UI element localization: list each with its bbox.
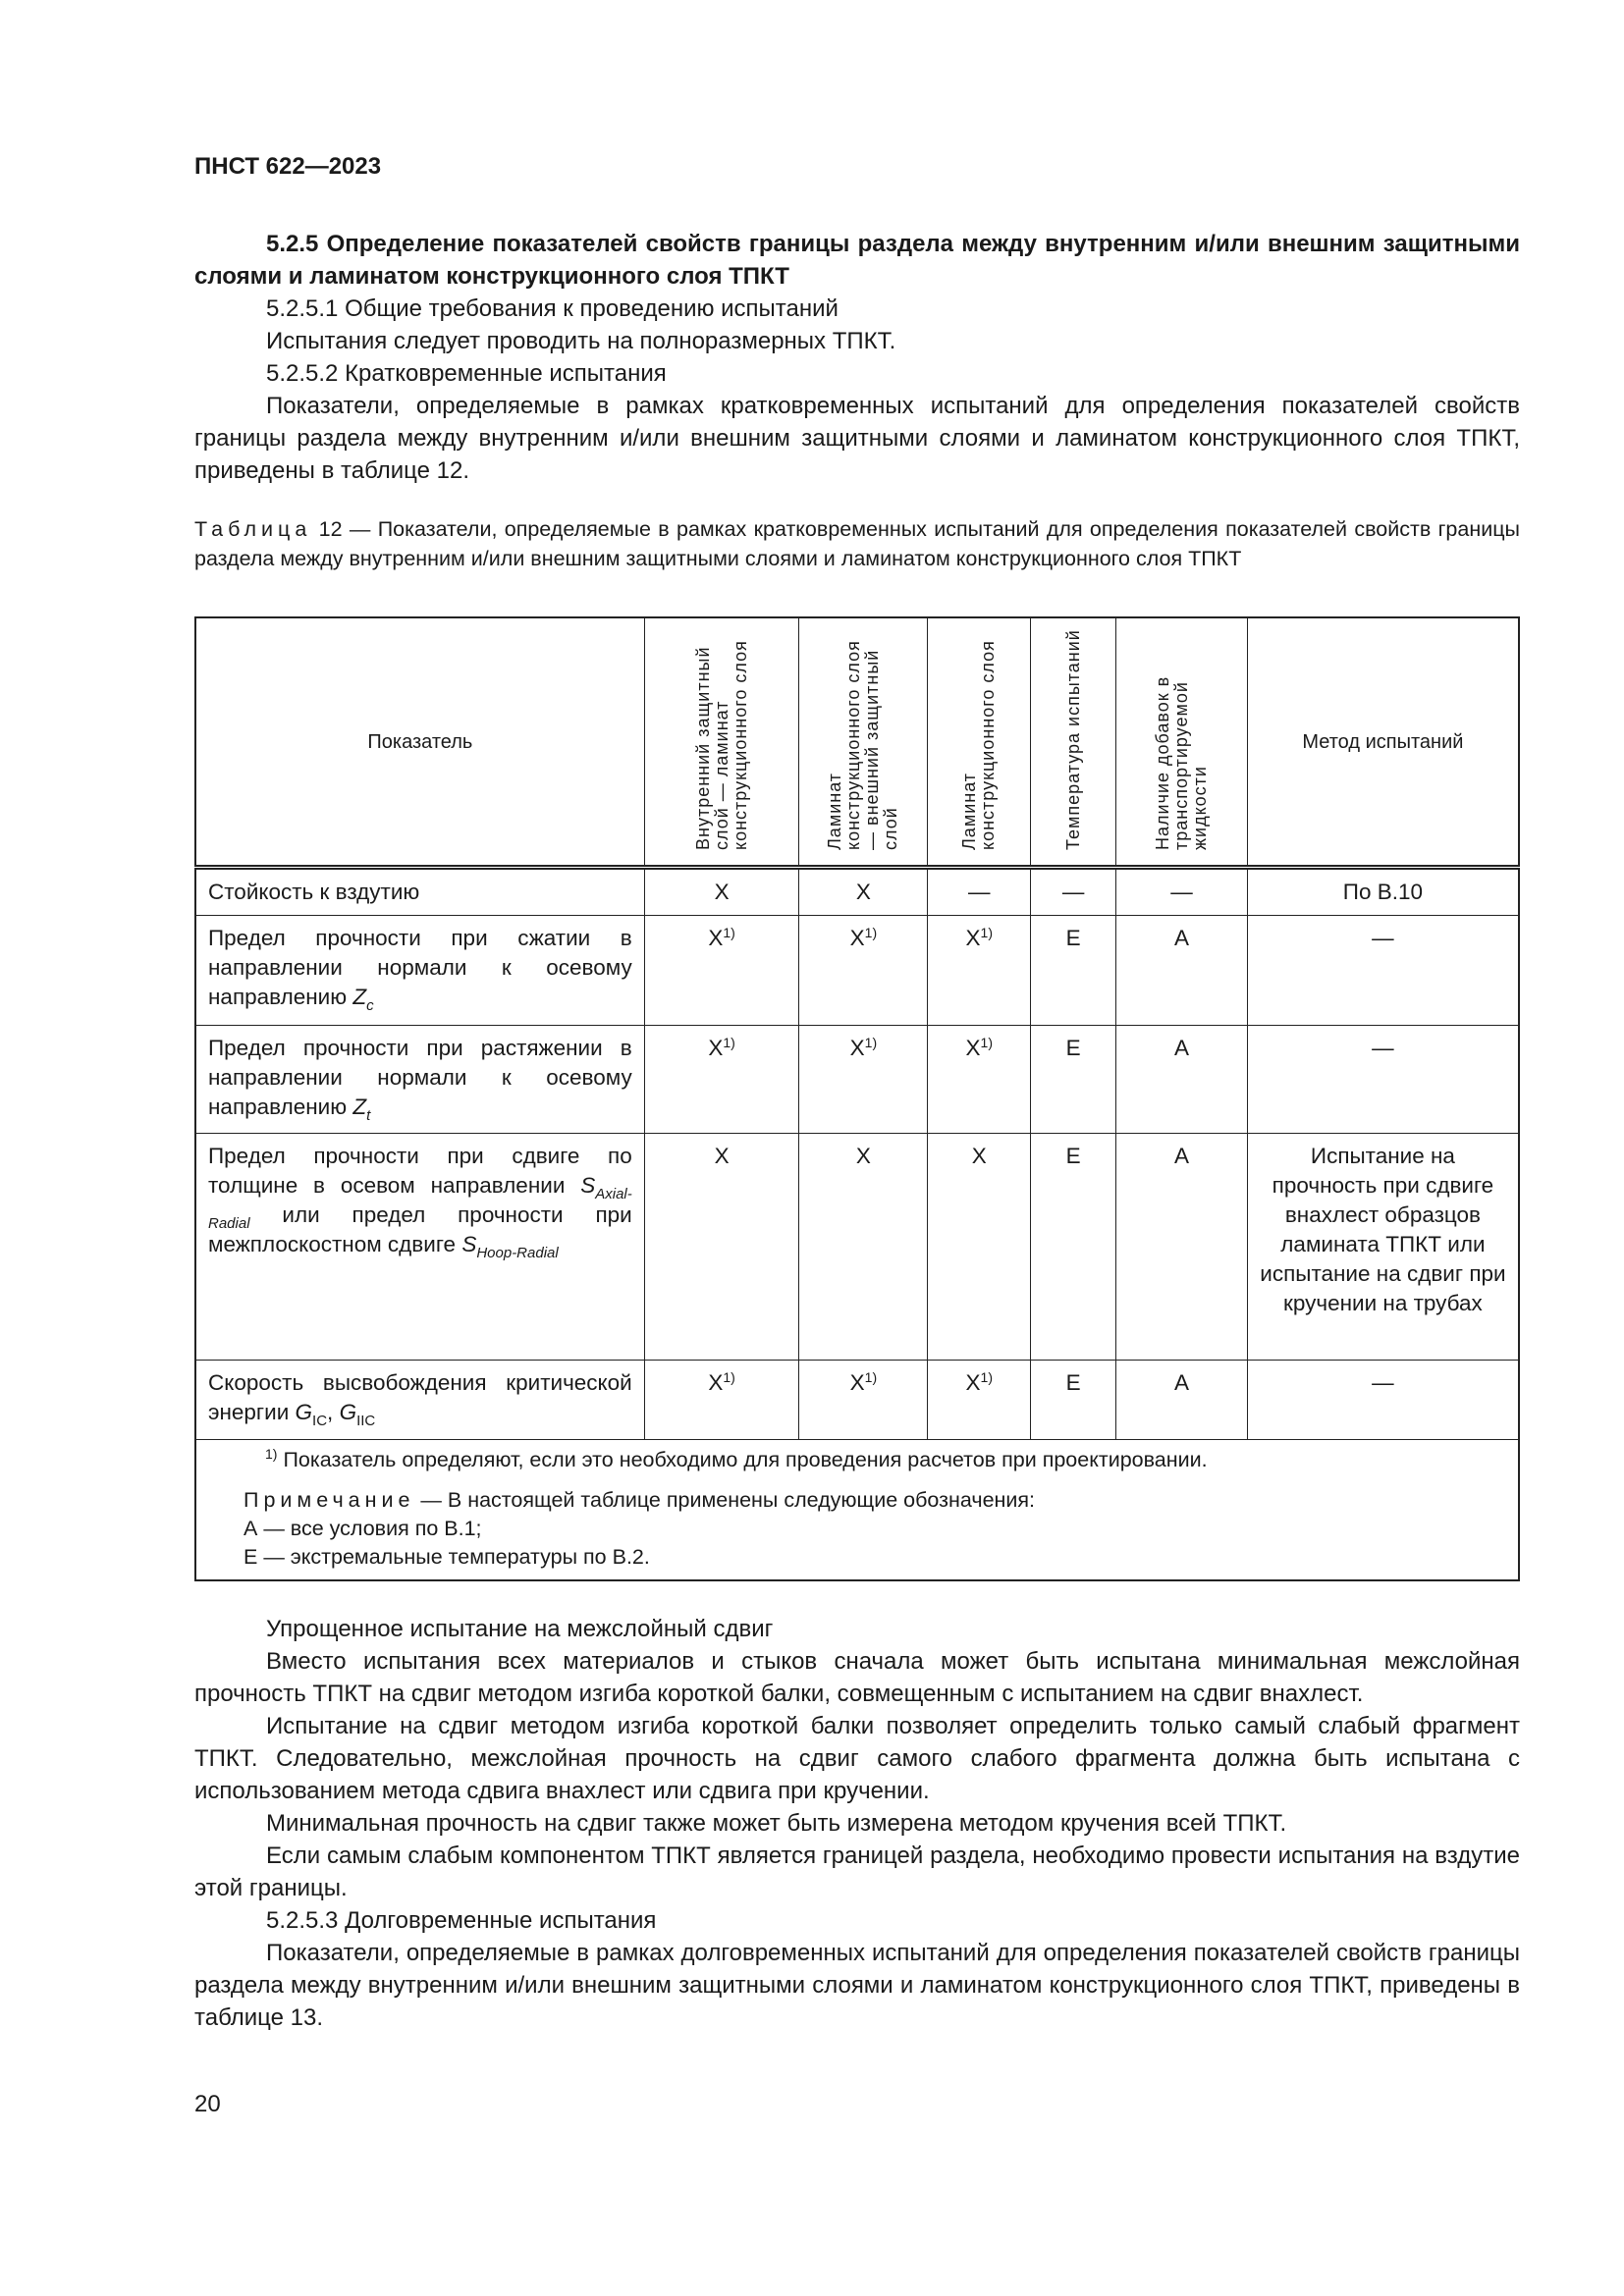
symbol-subscript: IC (312, 1413, 328, 1429)
note-item-e: Е — экстремальные температуры по В.2. (244, 1545, 650, 1569)
label-text: Предел прочности при сдвиге по толщине в осевом направлении (208, 1144, 632, 1198)
cell: A (1116, 916, 1248, 1026)
paragraph: Если самым слабым компонентом ТПКТ является границей раздела, необходимо провести испытания на вздутие этой границы. (194, 1842, 1520, 1901)
intro-section (194, 228, 1520, 487)
caption-text: 12 — Показатели, определяемые в рамках кратковременных испытаний для определения показателей свойств границы раздела между внутренним и/или внешним защитными слоями и ламинатом конструкционного слоя ТПКТ (194, 517, 1520, 570)
symbol: S (580, 1173, 596, 1198)
table-note: Примечание — В настоящей таблице применены следующие обозначения: (244, 1488, 1036, 1512)
header-outer-layer: Ламинат конструкционного слоя — внешний защитный слой (825, 640, 901, 850)
cell: A (1116, 1026, 1248, 1134)
paragraph: Вместо испытания всех материалов и стыков сначала может быть испытана минимальная межслойная прочность ТПКТ на сдвиг методом изгиба короткой балки, совмещенным с испытанием на сдвиг внахлест. (194, 1648, 1520, 1707)
cell: $X^{1)}$ (644, 1026, 799, 1134)
symbol: Z (352, 985, 367, 1009)
table-row (195, 1026, 1519, 1134)
separator: , (327, 1400, 340, 1424)
cell: E (1031, 916, 1116, 1026)
symbol-subscript: t (366, 1107, 371, 1124)
header-laminate: Ламинат конструкционного слоя (959, 640, 999, 850)
page-number: 20 (194, 2091, 221, 2117)
symbol: Z (352, 1095, 367, 1119)
paragraph: Испытание на сдвиг методом изгиба короткой балки позволяет определить только самый слабый фрагмент ТПКТ. Следовательно, межслойная прочность на сдвиг самого слабого фрагмента должна быть испытана с использованием метода сдвига внахлест или сдвига при кручении. (194, 1713, 1520, 1804)
symbol-subscript: c (366, 997, 374, 1014)
cell: $X^{1)}$ (928, 916, 1031, 1026)
method-cell: — (1247, 916, 1519, 1026)
table-12 (194, 616, 1520, 1581)
cell: E (1031, 1026, 1116, 1134)
header-indicator: Показатель (195, 617, 644, 868)
paragraph: 5.2.5.3 Долговременные испытания (266, 1907, 657, 1934)
cell: $X^{1)}$ (928, 1361, 1031, 1440)
label-text: Скорость высвобождения критической энергии (208, 1370, 632, 1424)
cell: E (1031, 1361, 1116, 1440)
table-row (195, 868, 1519, 916)
cell: X (644, 868, 799, 916)
cell: X (799, 868, 928, 916)
footnote: $^{1)}$ Показатель определяют, если это необходимо для проведения расчетов при проектировании. (265, 1446, 1208, 1471)
cell: A (1116, 1361, 1248, 1440)
header-method: Метод испытаний (1247, 617, 1519, 868)
note-item-a: А — все условия по В.1; (244, 1517, 482, 1540)
method-cell: — (1247, 1026, 1519, 1134)
table-row (195, 916, 1519, 1026)
table-caption (194, 514, 1520, 573)
row-label (195, 916, 644, 1026)
table-row (195, 1361, 1519, 1440)
cell: E (1031, 1134, 1116, 1361)
cell: $X^{1)}$ (644, 1361, 799, 1440)
document-code: ПНСТ 622—2023 (194, 153, 382, 180)
row-label (195, 1134, 644, 1361)
method-cell: По В.10 (1247, 868, 1519, 916)
symbol-subscript: IIC (356, 1413, 376, 1429)
paragraph: Показатели, определяемые в рамках долговременных испытаний для определения показателей свойств границы раздела между внутренним и/или внешним защитными слоями и ламинатом конструкционного слоя ТПКТ, приведены в таблице 13. (194, 1940, 1520, 2031)
method-cell: Испытание на прочность при сдвиге внахлест образцов ламината ТПКТ или испытание на сдвиг при кручении на трубах (1247, 1134, 1519, 1361)
cell: $X^{1)}$ (644, 916, 799, 1026)
paragraph: Испытания следует проводить на полноразмерных ТПКТ. (266, 328, 896, 354)
symbol: G (339, 1400, 357, 1424)
cell: — (1031, 868, 1116, 916)
header-additives: Наличие добавок в транспортируемой жидкости (1152, 675, 1210, 850)
row-label (195, 1361, 644, 1440)
after-table-section (194, 1613, 1520, 2034)
table-footer (195, 1440, 1519, 1581)
cell: $X^{1)}$ (799, 1026, 928, 1134)
label-text: Предел прочности при сжатии в направлении нормали к осевому направлению (208, 926, 632, 1009)
label-text: Предел прочности при растяжении в направлении нормали к осевому направлению (208, 1036, 632, 1119)
label-text: или предел прочности при межплоскостном сдвиге (208, 1202, 632, 1256)
cell: $X^{1)}$ (928, 1026, 1031, 1134)
paragraph: Упрощенное испытание на межслойный сдвиг (266, 1616, 774, 1642)
method-cell: — (1247, 1361, 1519, 1440)
cell: $X^{1)}$ (799, 916, 928, 1026)
cell: — (928, 868, 1031, 916)
header-temperature: Температура испытаний (1062, 629, 1083, 850)
cell: X (644, 1134, 799, 1361)
symbol: G (295, 1400, 313, 1424)
symbol-subscript: Hoop-Radial (476, 1245, 559, 1261)
row-label (195, 1026, 644, 1134)
table-row (195, 1134, 1519, 1361)
paragraph: 5.2.5.1 Общие требования к проведению испытаний (266, 295, 839, 322)
paragraph: Показатели, определяемые в рамках кратковременных испытаний для определения показателей свойств границы раздела между внутренним и/или внешним защитными слоями и ламинатом конструкционного слоя ТПКТ, приведены в таблице 12. (194, 393, 1520, 484)
paragraph: Минимальная прочность на сдвиг также может быть измерена методом кручения всей ТПКТ. (266, 1810, 1287, 1837)
symbol: S (461, 1232, 477, 1256)
symbol-subscript: Axial-Radial (208, 1186, 632, 1232)
table-header-row (195, 617, 1519, 868)
cell: X (799, 1134, 928, 1361)
cell: $X^{1)}$ (799, 1361, 928, 1440)
section-heading: 5.2.5 Определение показателей свойств границы раздела между внутренним и/или внешним защитными слоями и ламинатом конструкционного слоя ТПКТ (194, 231, 1520, 290)
row-label: Стойкость к вздутию (195, 868, 644, 916)
cell: — (1116, 868, 1248, 916)
header-inner-layer: Внутренний защитный слой — ламинат конструкционного слоя (692, 640, 750, 850)
caption-word: Таблица (194, 517, 312, 541)
cell: A (1116, 1134, 1248, 1361)
paragraph: 5.2.5.2 Кратковременные испытания (266, 360, 667, 387)
cell: X (928, 1134, 1031, 1361)
